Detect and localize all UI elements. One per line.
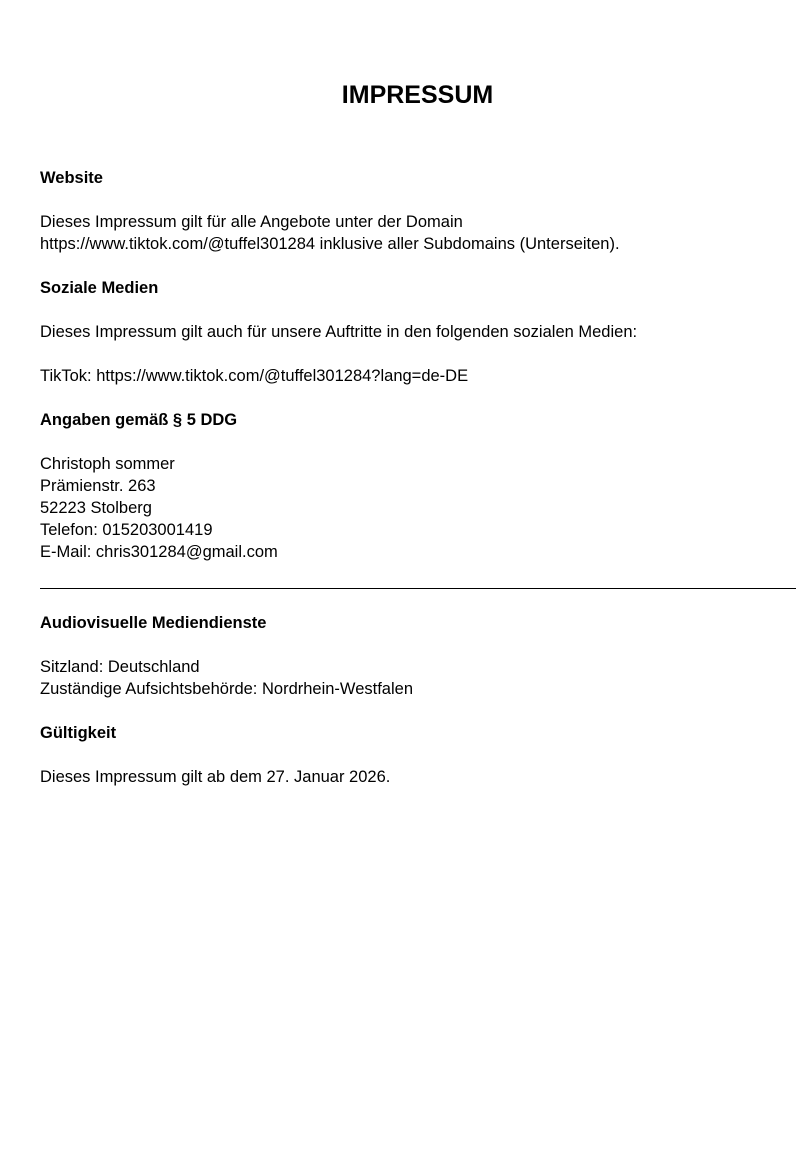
section-divider: [40, 588, 796, 589]
impressum-content-lower: [40, 612, 780, 810]
validity-date-text: Dieses Impressum gilt ab dem 27. Januar 2026.: [40, 768, 391, 786]
contact-email: E-Mail: chris301284@gmail.com: [40, 543, 278, 561]
website-text-line: Dieses Impressum gilt für alle Angebote unter der Domain: [40, 213, 463, 231]
contact-street: Prämienstr. 263: [40, 477, 156, 495]
contact-phone: Telefon: 015203001419: [40, 521, 213, 539]
validity-text: [40, 766, 780, 788]
tiktok-link-text: TikTok: https://www.tiktok.com/@tuffel301284?lang=de-DE: [40, 367, 469, 385]
angaben-heading: Angaben gemäß § 5 DDG: [40, 411, 238, 429]
social-media-heading: Soziale Medien: [40, 279, 159, 297]
social-media-intro: [40, 321, 780, 343]
social-media-intro-line: Dieses Impressum gilt auch für unsere Auftritte in den folgenden sozialen Medien:: [40, 323, 638, 341]
website-heading: Website: [40, 169, 103, 187]
website-text-line: https://www.tiktok.com/@tuffel301284 inklusive aller Subdomains (Unterseiten).: [40, 235, 620, 253]
contact-block: [40, 453, 780, 563]
audiovisual-heading: Audiovisuelle Mediendienste: [40, 614, 267, 632]
website-text: [40, 211, 780, 255]
audiovisual-text: [40, 656, 780, 700]
tiktok-entry: [40, 365, 780, 387]
contact-name: Christoph sommer: [40, 455, 175, 473]
audiovisual-country: Sitzland: Deutschland: [40, 658, 200, 676]
audiovisual-authority: Zuständige Aufsichtsbehörde: Nordrhein-Westfalen: [40, 680, 413, 698]
contact-city: 52223 Stolberg: [40, 499, 152, 517]
page-title: IMPRESSUM: [341, 81, 494, 109]
impressum-content-upper: [40, 167, 780, 585]
validity-heading: Gültigkeit: [40, 724, 117, 742]
